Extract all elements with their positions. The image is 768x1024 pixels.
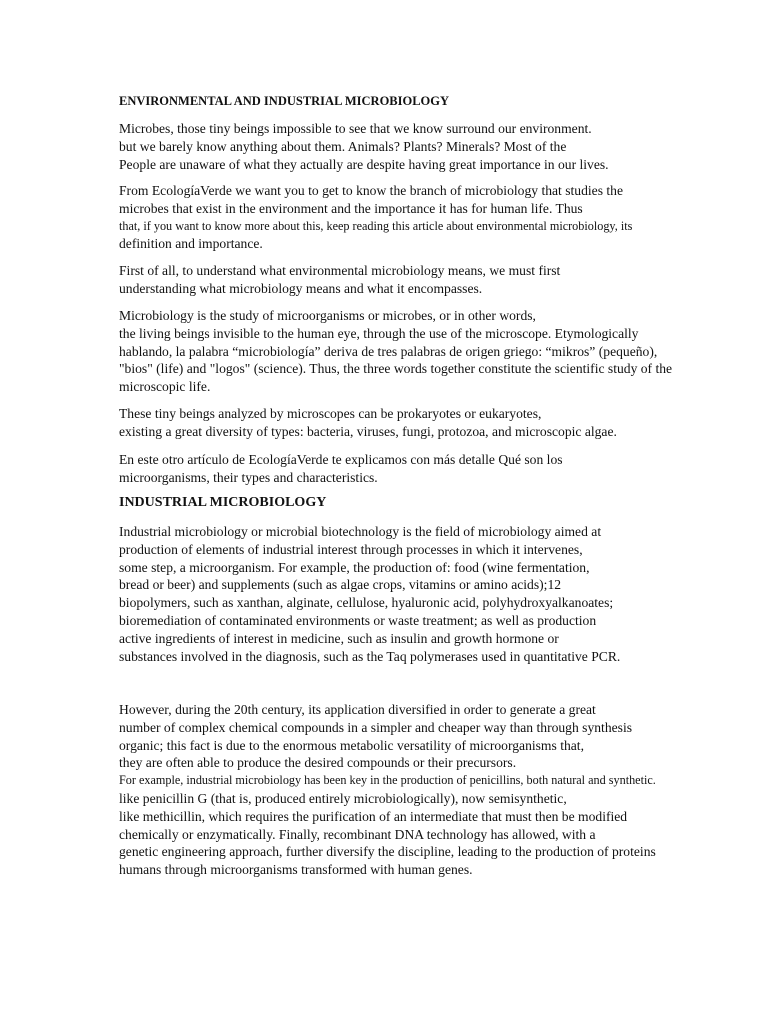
text-line: like penicillin G (that is, produced entirely microbiologically), now semisynthetic, [119, 790, 567, 806]
text-line: substances involved in the diagnosis, such as the Taq polymerases used in quantitative PCR. [119, 648, 621, 664]
paragraph-definition-intro [119, 262, 699, 298]
text-line: like methicillin, which requires the purification of an intermediate that must then be modified [119, 808, 628, 824]
text-line: Industrial microbiology or microbial biotechnology is the field of microbiology aimed at [119, 524, 602, 539]
text-line: understanding what microbiology means and what it encompasses. [119, 280, 483, 296]
text-line: they are often able to produce the desired compounds or their precursors. [119, 755, 517, 771]
text-line: microscopic life. [119, 379, 211, 395]
text-line: but we barely know anything about them. Animals? Plants? Minerals? Most of the [119, 138, 567, 154]
section-heading-industrial: INDUSTRIAL MICROBIOLOGY [119, 495, 327, 510]
text-line: Microbiology is the study of microorganisms or microbes, or in other words, [119, 308, 536, 323]
text-line: definition and importance. [119, 236, 263, 252]
paragraph-industrial-definition [119, 523, 699, 665]
paragraph-intro [119, 120, 699, 173]
text-line: the living beings invisible to the human eye, through the use of the microscope. Etymologically [119, 325, 639, 341]
text-line: that, if you want to know more about this, keep reading this article about environmental microbiology, its [119, 218, 633, 233]
text-line: humans through microorganisms transformed with human genes. [119, 862, 473, 878]
text-line: microbes that exist in the environment and the importance it has for human life. Thus [119, 200, 583, 216]
text-line: These tiny beings analyzed by microscopes can be prokaryotes or eukaryotes, [119, 406, 542, 421]
text-line: bioremediation of contaminated environments or waste treatment; as well as production [119, 612, 597, 628]
text-line: Microbes, those tiny beings impossible to see that we know surround our environment. [119, 121, 592, 136]
paragraph-ecologiaverde [119, 182, 699, 253]
text-line: existing a great diversity of types: bacteria, viruses, fungi, protozoa, and microscopic algae. [119, 423, 617, 439]
document-title: ENVIRONMENTAL AND INDUSTRIAL MICROBIOLOGY [119, 94, 450, 108]
text-line: number of complex chemical compounds in a simpler and cheaper way than through synthesis [119, 719, 633, 735]
text-line: hablando, la palabra “microbiología” deriva de tres palabras de origen griego: “mikros” (pequeño), [119, 343, 658, 359]
text-line: microorganisms, their types and characteristics. [119, 469, 378, 485]
text-line: En este otro artículo de EcologíaVerde te explicamos con más detalle Qué son los [119, 452, 563, 467]
paragraph-industrial-history [119, 701, 699, 879]
text-line: production of elements of industrial interest through processes in which it intervenes, [119, 541, 583, 557]
text-line: First of all, to understand what environmental microbiology means, we must first [119, 263, 561, 278]
text-line: organic; this fact is due to the enormous metabolic versatility of microorganisms that, [119, 737, 584, 753]
paragraph-prokaryotes [119, 405, 699, 441]
paragraph-related-article [119, 451, 699, 487]
text-line: People are unaware of what they actually are despite having great importance in our lives. [119, 156, 609, 172]
paragraph-microbiology-definition [119, 307, 699, 396]
text-line: some step, a microorganism. For example, the production of: food (wine fermentation, [119, 559, 590, 575]
text-line: biopolymers, such as xanthan, alginate, cellulose, hyaluronic acid, polyhydroxyalkanoates; [119, 595, 614, 611]
text-line: active ingredients of interest in medicine, such as insulin and growth hormone or [119, 630, 559, 646]
text-line: "bios" (life) and "logos" (science). Thus, the three words together constitute the scientific study of the [119, 361, 673, 377]
text-line: However, during the 20th century, its application diversified in order to generate a great [119, 702, 596, 717]
text-line: genetic engineering approach, further diversify the discipline, leading to the production of proteins [119, 844, 656, 860]
text-line: For example, industrial microbiology has been key in the production of penicillins, both natural and synthetic. [119, 773, 656, 788]
text-line: chemically or enzymatically. Finally, recombinant DNA technology has allowed, with a [119, 826, 596, 842]
text-line: bread or beer) and supplements (such as algae crops, vitamins or amino acids);12 [119, 577, 562, 593]
text-line: From EcologíaVerde we want you to get to know the branch of microbiology that studies the [119, 183, 623, 198]
